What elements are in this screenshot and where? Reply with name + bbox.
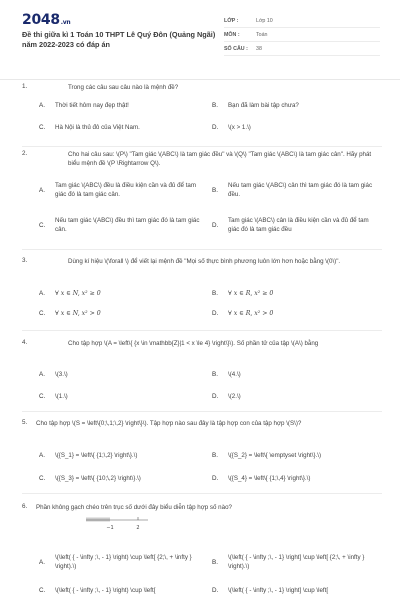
page-header xyxy=(0,0,400,80)
number-line-label-left: −1 xyxy=(106,525,114,531)
site-logo[interactable] xyxy=(22,12,70,28)
option-text: Bạn đã làm bài tập chưa? xyxy=(228,102,299,109)
option-letter: C. xyxy=(39,221,46,229)
option-letter: D. xyxy=(212,475,219,482)
option-text: \(3.\) xyxy=(55,371,68,378)
option-letter: A. xyxy=(39,371,45,378)
option-text: Tam giác \(ABC\) đều là điều kiện cần và đủ để tam giác đó là tam giác cân. xyxy=(55,182,197,198)
option-text: \(\left( { - \infty ;\, - 1} \right) \cup \left[ xyxy=(55,587,156,594)
question-4 xyxy=(22,332,382,412)
option-text: \(x > 1.\) xyxy=(228,124,251,131)
question-text: Cho hai câu sau: \(P\) "Tam giác \(ABC\) là tam giác đều" và \(Q\) "Tam giác \(ABC\) là tam giác cân". Hãy phát biểu mệnh đề \(P \Rightarrow Q\). xyxy=(68,151,372,167)
option-a[interactable] xyxy=(39,451,209,460)
option-letter: D. xyxy=(212,221,219,229)
meta-value-class: Lớp 10 xyxy=(256,17,273,24)
option-letter: C. xyxy=(39,393,46,400)
option-letter: D. xyxy=(212,587,219,594)
option-text: Nếu tam giác \(ABC\) cân thì tam giác đó là tam giác đều. xyxy=(228,182,373,198)
option-letter: B. xyxy=(212,290,218,297)
option-c[interactable] xyxy=(39,216,209,234)
option-text: Nếu tam giác \(ABC\) đều thì tam giác đó là tam giác cân. xyxy=(55,217,200,233)
number-line-figure xyxy=(84,513,150,531)
option-a[interactable] xyxy=(39,553,209,571)
meta-value-subject: Toán xyxy=(256,31,268,38)
option-d[interactable] xyxy=(212,216,382,234)
question-text: Cho tập hợp \(A = \left\{ {x \in \mathbb{Z}|1 < x \le 4} \right\}\). Số phần tử của tập \(A\) bằng xyxy=(68,340,319,347)
question-number: 4. xyxy=(22,339,28,346)
meta-value-count: 38 xyxy=(256,45,262,52)
option-letter: D. xyxy=(212,124,219,131)
option-text: \(1.\) xyxy=(55,393,68,400)
option-letter: C. xyxy=(39,310,46,317)
option-text: ∀ x ∈ N, x² ≥ 0 xyxy=(55,290,101,297)
option-text: ∀ x ∈ R, x² > 0 xyxy=(228,310,274,317)
option-a[interactable] xyxy=(39,101,209,110)
question-5 xyxy=(22,413,382,494)
meta-label-subject: MÔN : xyxy=(224,31,240,38)
question-text: Trong các câu sau câu nào là mệnh đề? xyxy=(68,84,179,91)
option-letter: A. xyxy=(39,452,45,459)
option-b[interactable] xyxy=(212,451,382,460)
question-text: Cho tập hợp \(S = \left\{0;\,1;\,2} \right\}\). Tập hợp nào sau đây là tập hợp con của tập hợp \(S\)? xyxy=(36,420,302,427)
option-text: \({S_1} = \left\{ {1;\,2} \right\}.\) xyxy=(55,452,138,459)
logo-text: 2048 xyxy=(22,12,60,28)
option-text: \({S_4} = \left\{ {1;\,4} \right\}.\) xyxy=(228,475,311,482)
option-letter: A. xyxy=(39,558,45,566)
option-c[interactable] xyxy=(39,586,209,595)
option-d[interactable] xyxy=(212,123,382,132)
option-text: \({S_2} = \left\{ \emptyset \right\}.\) xyxy=(228,452,322,459)
logo-suffix: .vn xyxy=(60,19,71,26)
question-1 xyxy=(22,80,382,147)
question-3 xyxy=(22,251,382,331)
option-d[interactable] xyxy=(212,586,382,595)
option-text: \(\left( { - \infty ;\, - 1} \right) \cup \left[ {2;\, + \infty } \right).\) xyxy=(55,554,192,570)
option-letter: D. xyxy=(212,393,219,400)
option-c[interactable] xyxy=(39,123,209,132)
option-c[interactable] xyxy=(39,474,209,483)
option-b[interactable] xyxy=(212,101,382,110)
option-a[interactable] xyxy=(39,181,209,199)
question-number: 5. xyxy=(22,419,28,426)
option-a[interactable] xyxy=(39,370,209,379)
option-d[interactable] xyxy=(212,309,382,318)
option-c[interactable] xyxy=(39,392,209,401)
option-b[interactable] xyxy=(212,289,382,298)
meta-row-subject xyxy=(224,28,380,42)
option-text: ∀ x ∈ R, x² ≥ 0 xyxy=(228,290,274,297)
option-b[interactable] xyxy=(212,181,382,199)
option-text: \(\left( { - \infty ;\, - 1} \right] \cup \left[ {2;\, + \infty } \right).\) xyxy=(228,554,365,570)
meta-label-class: LỚP : xyxy=(224,17,239,24)
option-letter: A. xyxy=(39,290,45,297)
option-c[interactable] xyxy=(39,309,209,318)
option-text: \(2.\) xyxy=(228,393,241,400)
option-letter: B. xyxy=(212,558,218,566)
option-a[interactable] xyxy=(39,289,209,298)
option-text: Thời tiết hôm nay đẹp thật! xyxy=(55,102,129,109)
option-d[interactable] xyxy=(212,474,382,483)
question-6 xyxy=(22,495,382,600)
option-letter: D. xyxy=(212,310,219,317)
option-b[interactable] xyxy=(212,370,382,379)
question-2 xyxy=(22,148,382,250)
exam-meta xyxy=(224,14,380,56)
option-text: \({S_3} = \left\{ {10;\,2} \right\}.\) xyxy=(55,475,141,482)
question-text: Dùng kí hiệu \(\forall \) để viết lại mệnh đề "Mọi số thực bình phương luôn lớn hơn hoặc bằng \(0\)". xyxy=(68,258,341,265)
option-letter: C. xyxy=(39,124,46,131)
question-number: 3. xyxy=(22,257,28,264)
question-text: Phần không gạch chéo trên trục số dưới đây biểu diễn tập hợp số nào? xyxy=(36,504,232,511)
meta-row-class xyxy=(224,14,380,28)
option-letter: A. xyxy=(39,102,45,109)
option-text: Hà Nội là thủ đô của Việt Nam. xyxy=(55,124,140,131)
option-text: ∀ x ∈ N, x² > 0 xyxy=(55,310,101,317)
option-b[interactable] xyxy=(212,553,382,571)
option-text: Tam giác \(ABC\) cân là điều kiện cần và đủ để tam giác đó là tam giác đều xyxy=(228,217,369,233)
question-number: 2. xyxy=(22,150,28,157)
meta-row-count xyxy=(224,42,380,56)
number-line-label-right: 2 xyxy=(136,525,140,531)
option-d[interactable] xyxy=(212,392,382,401)
hatched-region xyxy=(86,518,110,522)
option-text: \(4.\) xyxy=(228,371,241,378)
option-letter: A. xyxy=(39,186,45,194)
exam-title: Đề thi giữa kì 1 Toán 10 THPT Lê Quý Đôn (Quảng Ngãi) năm 2022-2023 có đáp án xyxy=(22,30,216,49)
question-number: 6. xyxy=(22,503,28,510)
question-number: 1. xyxy=(22,83,28,90)
option-letter: B. xyxy=(212,102,218,109)
option-letter: B. xyxy=(212,186,218,194)
option-letter: B. xyxy=(212,371,218,378)
option-letter: C. xyxy=(39,587,46,594)
option-letter: B. xyxy=(212,452,218,459)
option-letter: C. xyxy=(39,475,46,482)
option-text: \(\left( { - \infty ;\, - 1} \right] \cup \left[ xyxy=(228,587,329,594)
meta-label-count: SỐ CÂU : xyxy=(224,45,248,52)
